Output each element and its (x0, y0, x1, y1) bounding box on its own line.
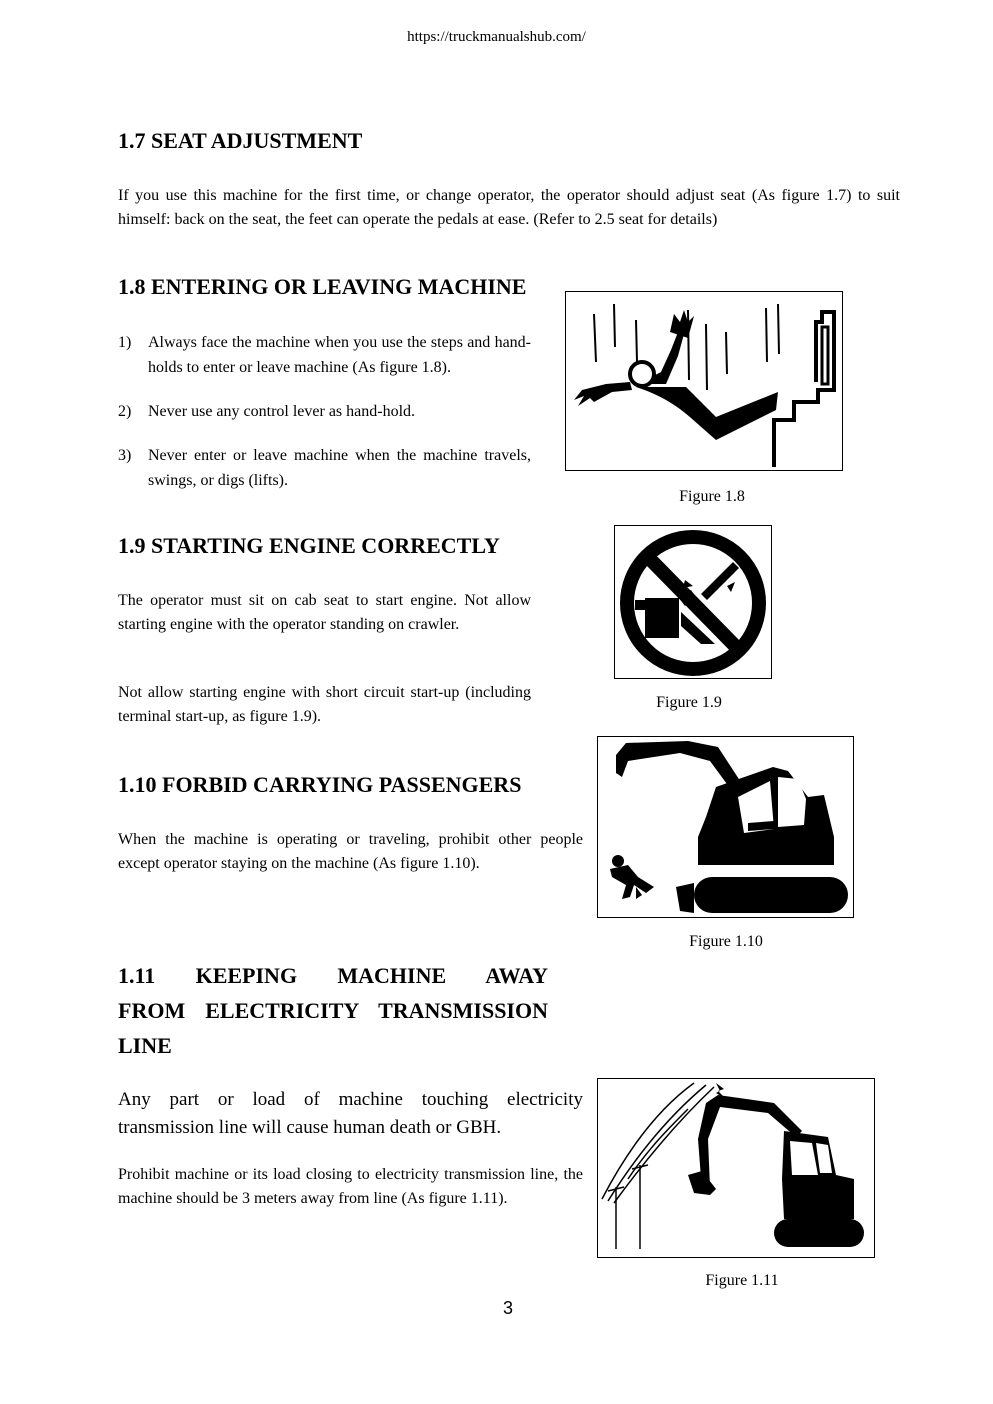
section-1-11-title-line-3: LINE (118, 1033, 172, 1058)
excavator-near-power-line-illustration (598, 1079, 874, 1257)
figure-1-9-image (614, 525, 772, 679)
figure-1-8-image (565, 291, 843, 471)
section-1-10-body: When the machine is operating or traveling, prohibit other people except operator staying on the machine (As figure 1.10). (118, 831, 583, 872)
figure-1-8-caption: Figure 1.8 (679, 488, 745, 505)
figure-1-10-image (597, 736, 854, 918)
falling-person-illustration (566, 292, 842, 470)
list-item: 2) Never use any control lever as hand-hold. (118, 403, 416, 420)
section-1-9-title: 1.9 STARTING ENGINE CORRECTLY (118, 533, 500, 558)
section-1-8-title: 1.8 ENTERING OR LEAVING MACHINE (118, 274, 527, 299)
section-1-7-body: If you use this machine for the first time, or change operator, the operator should adjust seat (As figure 1.7) to suit himself: back on the seat, the feet can operate the pedals at ease. (Refer to 2.5 seat for details) (118, 187, 900, 228)
excavator-no-passenger-illustration (598, 737, 853, 917)
section-1-11-paragraph-1: Any part or load of machine touching electricity transmission line will cause human death or GBH. (118, 1089, 583, 1138)
section-1-11-title-line-1: 1.11 KEEPING MACHINE AWAY (118, 963, 548, 988)
section-1-8-list (118, 330, 531, 493)
figure-1-11-caption: Figure 1.11 (705, 1272, 779, 1289)
no-short-circuit-start-icon (615, 526, 771, 678)
section-1-9-paragraph-2: Not allow starting engine with short circuit start-up (including terminal start-up, as figure 1.9). (118, 684, 531, 725)
figure-1-10-caption: Figure 1.10 (689, 933, 763, 950)
list-item: 3) Never enter or leave machine when the machine travels, swings, or digs (lifts). (118, 447, 531, 489)
section-1-7-title: 1.7 SEAT ADJUSTMENT (118, 128, 363, 153)
page-number: 3 (502, 1298, 513, 1318)
section-1-10-title: 1.10 FORBID CARRYING PASSENGERS (118, 772, 522, 797)
figure-1-11-image (597, 1078, 875, 1258)
list-item: 1) Always face the machine when you use the steps and hand-holds to enter or leave machine (As figure 1.8). (118, 334, 531, 376)
section-1-9-paragraph-1: The operator must sit on cab seat to start engine. Not allow starting engine with the operator standing on crawler. (118, 592, 531, 633)
figure-1-9-caption: Figure 1.9 (656, 694, 722, 711)
section-1-11-title-line-2: FROM ELECTRICITY TRANSMISSION (118, 998, 548, 1023)
header-url: https://truckmanualshub.com/ (407, 29, 586, 45)
section-1-11-title (118, 958, 548, 1063)
section-1-11-paragraph-2: Prohibit machine or its load closing to electricity transmission line, the machine should be 3 meters away from line (As figure 1.11). (118, 1166, 583, 1207)
